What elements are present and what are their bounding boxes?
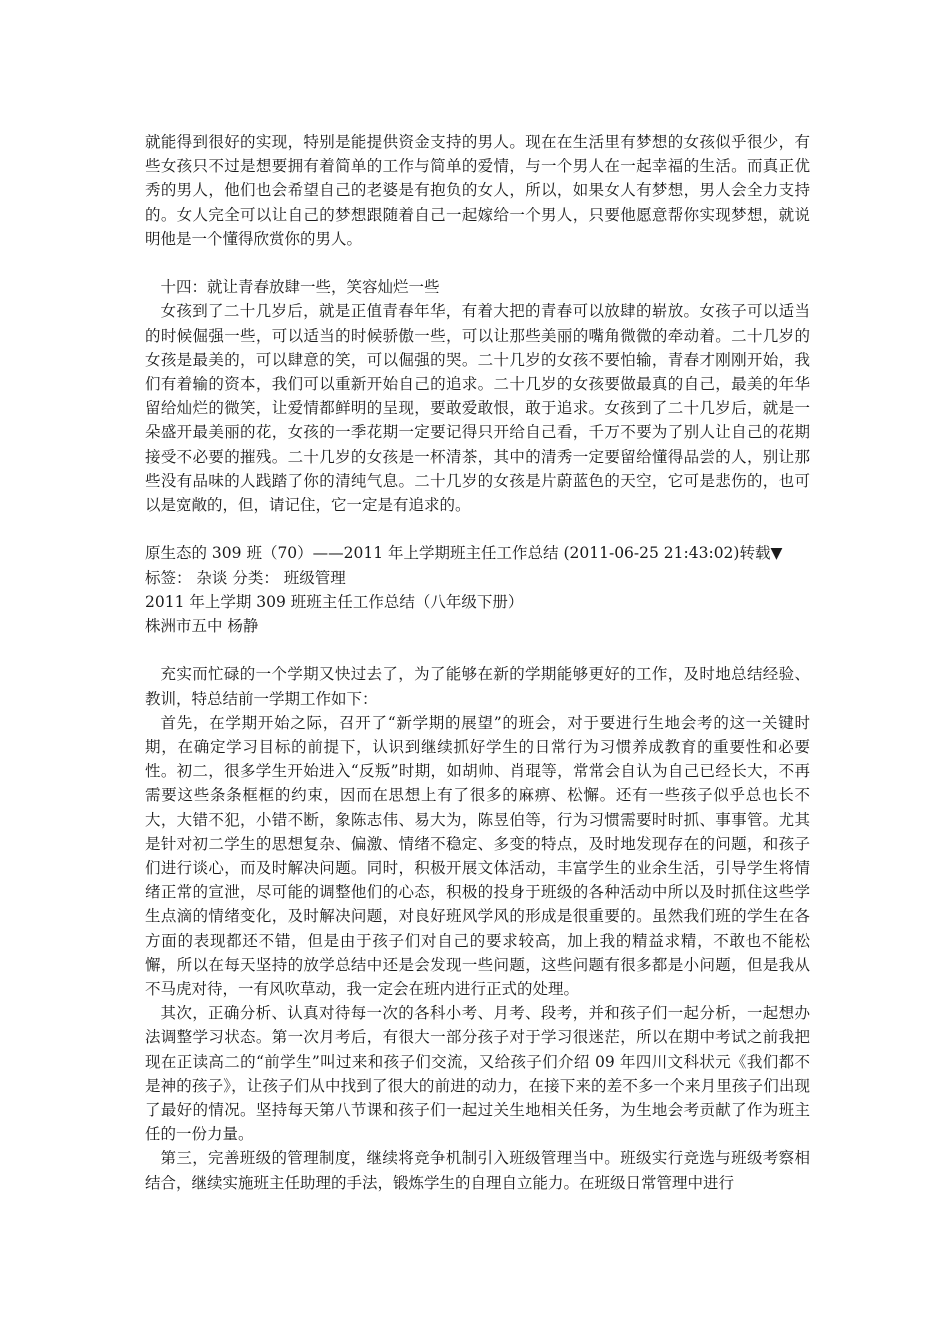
post-tags-line: 标签： 杂谈 分类： 班级管理 — [145, 568, 346, 587]
author-line: 株洲市五中 杨静 — [145, 617, 259, 636]
paragraph-youth: 女孩到了二十几岁后，就是正值青春年华，有着大把的青春可以放肆的崭放。女孩子可以适当的时候倔强一些，可以适当的时候骄傲一些，可以让那些美丽的嘴角微微的牵动着。二十几岁的女孩是最美的，可以肆意的笑，可以倔强的哭。二十几岁的女孩不要怕输，青春才刚刚开始，我们有着输的资本，我们可以重新开始自己的追求。二十几岁的女孩要做最真的自己，最美的年华留给灿烂的微笑，让爱情都鲜明的呈现，要敢爱敢恨，敢于追求。女孩到了二十几岁后，就是一朵盛开最美丽的花，女孩的一季花期一定要记得只开给自己看，千万不要为了别人让自己的花期接受不必要的摧残。二十几岁的女孩是一杯清茶，其中的清秀一定要留给懂得品尝的人，别让那些没有品味的人践踏了你的清纯气息。二十几岁的女孩是片蔚蓝色的天空，它可是悲伤的，也可以是宽敞的，但，请记住，它一定是有追求的。 — [145, 302, 810, 515]
spacer — [145, 517, 810, 541]
spacer — [145, 251, 810, 275]
paragraph-intro: 充实而忙碌的一个学期又快过去了，为了能够在新的学期能够更好的工作，及时地总结经验、教训，特总结前一学期工作如下： — [145, 665, 810, 708]
paragraph-first: 首先，在学期开始之际，召开了“新学期的展望”的班会，对于要进行生地会考的这一关键时期，在确定学习目标的前提下，认识到继续抓好学生的日常行为习惯养成教育的重要性和必要性。初二，很多学生开始进入“反叛”时期，如胡帅、肖琨等，常常会自认为自己已经长大，不再需要这些条条框框的约束，因而在思想上有了很多的麻痹、松懈。还有一些孩子似乎总也长不大，大错不犯，小错不断，象陈志伟、易大为，陈昱伯等，行为习惯需要时时抓、事事管。尤其是针对初二学生的思想复杂、偏激、情绪不稳定、多变的特点，及时地发现存在的问题，和孩子们进行谈心，而及时解决问题。同时，积极开展文体活动，丰富学生的业余生活，引导学生将情绪正常的宣泄，尽可能的调整他们的心态，积极的投身于班级的各种活动中所以及时抓住这些学生点滴的情绪变化，及时解决问题，对良好班风学风的形成是很重要的。虽然我们班的学生在各方面的表现都还不错，但是由于孩子们对自己的要求较高，加上我的精益求精，不敢也不能松懈，所以在每天坚持的放学总结中还是会发现一些问题，这些问题有很多都是小问题，但是我从不马虎对待，一有风吹草动，我一定会在班内进行正式的处理。 — [145, 713, 810, 999]
section-heading-fourteen: 十四：就让青春放肆一些，笑容灿烂一些 — [160, 278, 440, 297]
spacer — [145, 638, 810, 662]
paragraph-second: 其次，正确分析、认真对待每一次的各科小考、月考、段考，并和孩子们一起分析，一起想办法调整学习状态。第一次月考后，有很大一部分孩子对于学习很迷茫，所以在期中考试之前我把现在正读高二的“前学生”叫过来和孩子们交流，又给孩子们介绍 09 年四川文科状元《我们都不是神的孩子》，让孩子们从中找到了很大的前进的动力，在接下来的差不多一个来月里孩子们出现了最好的情况。坚持每天第八节课和孩子们一起过关生地相关任务，为生地会考贡献了作为班主任的一份力量。 — [145, 1004, 810, 1144]
document-title: 2011 年上学期 309 班班主任工作总结（八年级下册） — [145, 592, 524, 611]
paragraph-dream-support: 就能得到很好的实现，特别是能提供资金支持的男人。现在在生活里有梦想的女孩似乎很少，有些女孩只不过是想要拥有着简单的工作与简单的爱情，与一个男人在一起幸福的生活。而真正优秀的男人，他们也会希望自己的老婆是有抱负的女人，所以，如果女人有梦想，男人会全力支持的。女人完全可以让自己的梦想跟随着自己一起嫁给一个男人，只要他愿意帮你实现梦想，就说明他是一个懂得欣赏你的男人。 — [145, 133, 810, 248]
document-page — [145, 130, 810, 1195]
post-title-line: 原生态的 309 班（70）——2011 年上学期班主任工作总结 (2011-06-25 21:43:02)转载▼ — [145, 544, 783, 563]
paragraph-third: 第三，完善班级的管理制度，继续将竞争机制引入班级管理当中。班级实行竞选与班级考察相结合，继续实施班主任助理的手法，锻炼学生的自理自立能力。在班级日常管理中进行 — [145, 1149, 810, 1192]
